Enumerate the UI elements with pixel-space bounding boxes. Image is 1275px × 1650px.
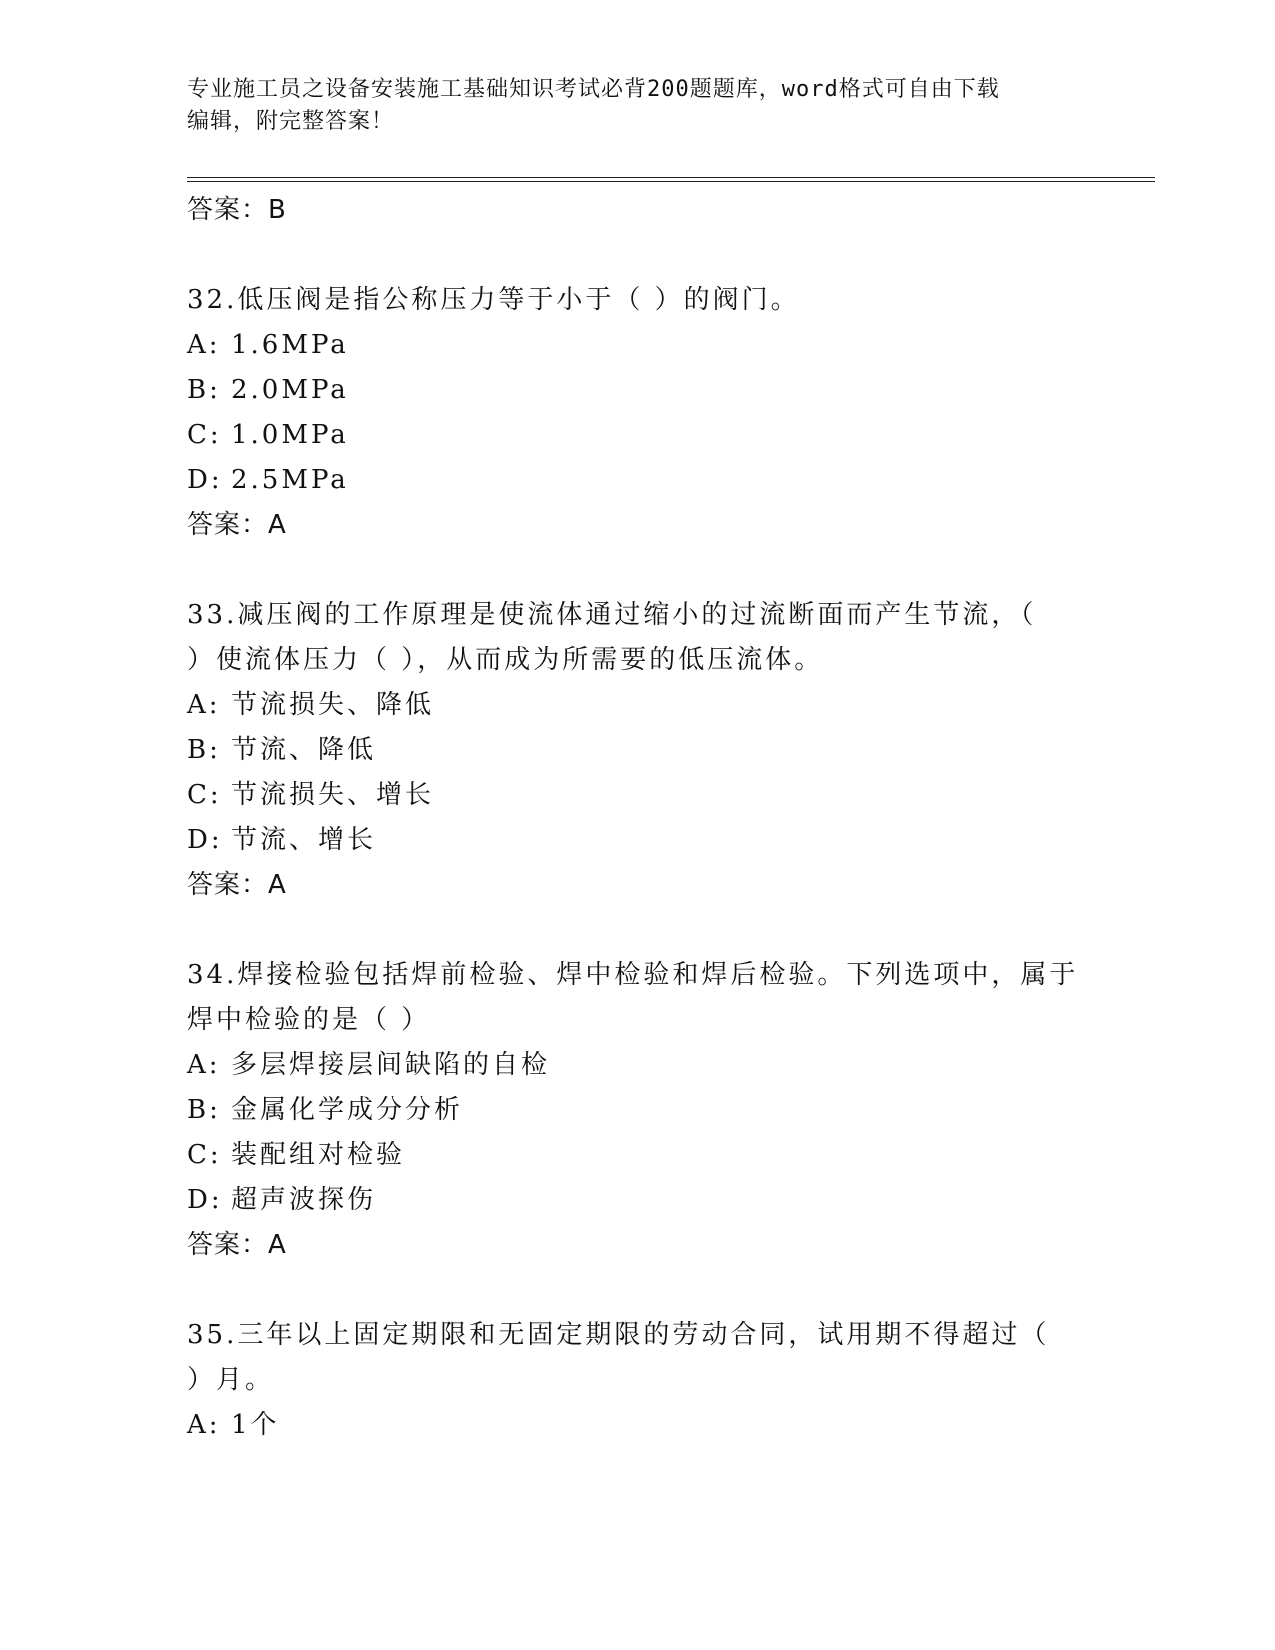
option-key: C: bbox=[187, 420, 222, 450]
answer-line: 答案：B bbox=[187, 195, 287, 225]
question-stem-line: 34.焊接检验包括焊前检验、焊中检验和焊后检验。下列选项中，属于 bbox=[187, 960, 1079, 990]
option-text: 超声波探伤 bbox=[231, 1185, 377, 1215]
question-block bbox=[187, 953, 1087, 1267]
answer-line: 答案：A bbox=[187, 510, 287, 540]
question-stem-line: 32.低压阀是指公称压力等于小于（ ）的阀门。 bbox=[187, 285, 800, 315]
option-key: A: bbox=[187, 690, 221, 720]
questions-container bbox=[187, 278, 1087, 1448]
option-item bbox=[187, 1403, 1087, 1448]
option-text: 节流、增长 bbox=[231, 825, 377, 855]
option-text: 节流损失、降低 bbox=[231, 690, 435, 720]
option-text: 1.0MPa bbox=[231, 420, 349, 450]
option-text: 节流、降低 bbox=[231, 735, 377, 765]
option-item bbox=[187, 1088, 1087, 1133]
question-block bbox=[187, 1313, 1087, 1448]
option-text: 1个 bbox=[231, 1410, 280, 1440]
answer-line: 答案：A bbox=[187, 870, 287, 900]
option-item bbox=[187, 728, 1087, 773]
option-key: B: bbox=[187, 1095, 221, 1125]
header-line-1: 专业施工员之设备安装施工基础知识考试必背200题题库，word格式可自由下载 bbox=[187, 77, 1000, 102]
question-block bbox=[187, 593, 1087, 907]
option-item bbox=[187, 323, 1087, 368]
option-item bbox=[187, 773, 1087, 818]
option-text: 节流损失、增长 bbox=[231, 780, 435, 810]
option-key: D: bbox=[187, 825, 223, 855]
option-item bbox=[187, 368, 1087, 413]
option-key: B: bbox=[187, 735, 221, 765]
answer-line: 答案：A bbox=[187, 1230, 287, 1260]
option-item bbox=[187, 818, 1087, 863]
option-key: A: bbox=[187, 1050, 221, 1080]
option-item bbox=[187, 1043, 1087, 1088]
option-item bbox=[187, 413, 1087, 458]
option-text: 多层焊接层间缺陷的自检 bbox=[231, 1050, 551, 1080]
question-list bbox=[187, 188, 1087, 1448]
question-stem-line: 35.三年以上固定期限和无固定期限的劳动合同，试用期不得超过（ bbox=[187, 1320, 1050, 1350]
option-key: C: bbox=[187, 1140, 222, 1170]
option-key: A: bbox=[187, 1410, 221, 1440]
option-item bbox=[187, 1133, 1087, 1178]
option-item bbox=[187, 683, 1087, 728]
option-text: 装配组对检验 bbox=[231, 1140, 406, 1170]
document-header bbox=[187, 74, 1067, 138]
option-text: 2.0MPa bbox=[231, 375, 349, 405]
option-key: D: bbox=[187, 465, 223, 495]
question-stem-line: 焊中检验的是（ ） bbox=[187, 1005, 431, 1035]
option-item bbox=[187, 458, 1087, 503]
question-stem-line: ）月。 bbox=[187, 1365, 275, 1395]
option-text: 1.6MPa bbox=[231, 330, 349, 360]
option-item bbox=[187, 1178, 1087, 1223]
question-stem-line: 33.减压阀的工作原理是使流体通过缩小的过流断面而产生节流，（ bbox=[187, 600, 1037, 630]
header-line-2: 编辑，附完整答案！ bbox=[187, 109, 395, 134]
question-block bbox=[187, 278, 1087, 547]
option-key: D: bbox=[187, 1185, 223, 1215]
header-divider bbox=[187, 177, 1155, 182]
question-stem-line: ）使流体压力（ ），从而成为所需要的低压流体。 bbox=[187, 645, 824, 675]
option-key: C: bbox=[187, 780, 222, 810]
option-text: 2.5MPa bbox=[231, 465, 349, 495]
option-key: B: bbox=[187, 375, 221, 405]
option-text: 金属化学成分分析 bbox=[231, 1095, 464, 1125]
option-key: A: bbox=[187, 330, 221, 360]
